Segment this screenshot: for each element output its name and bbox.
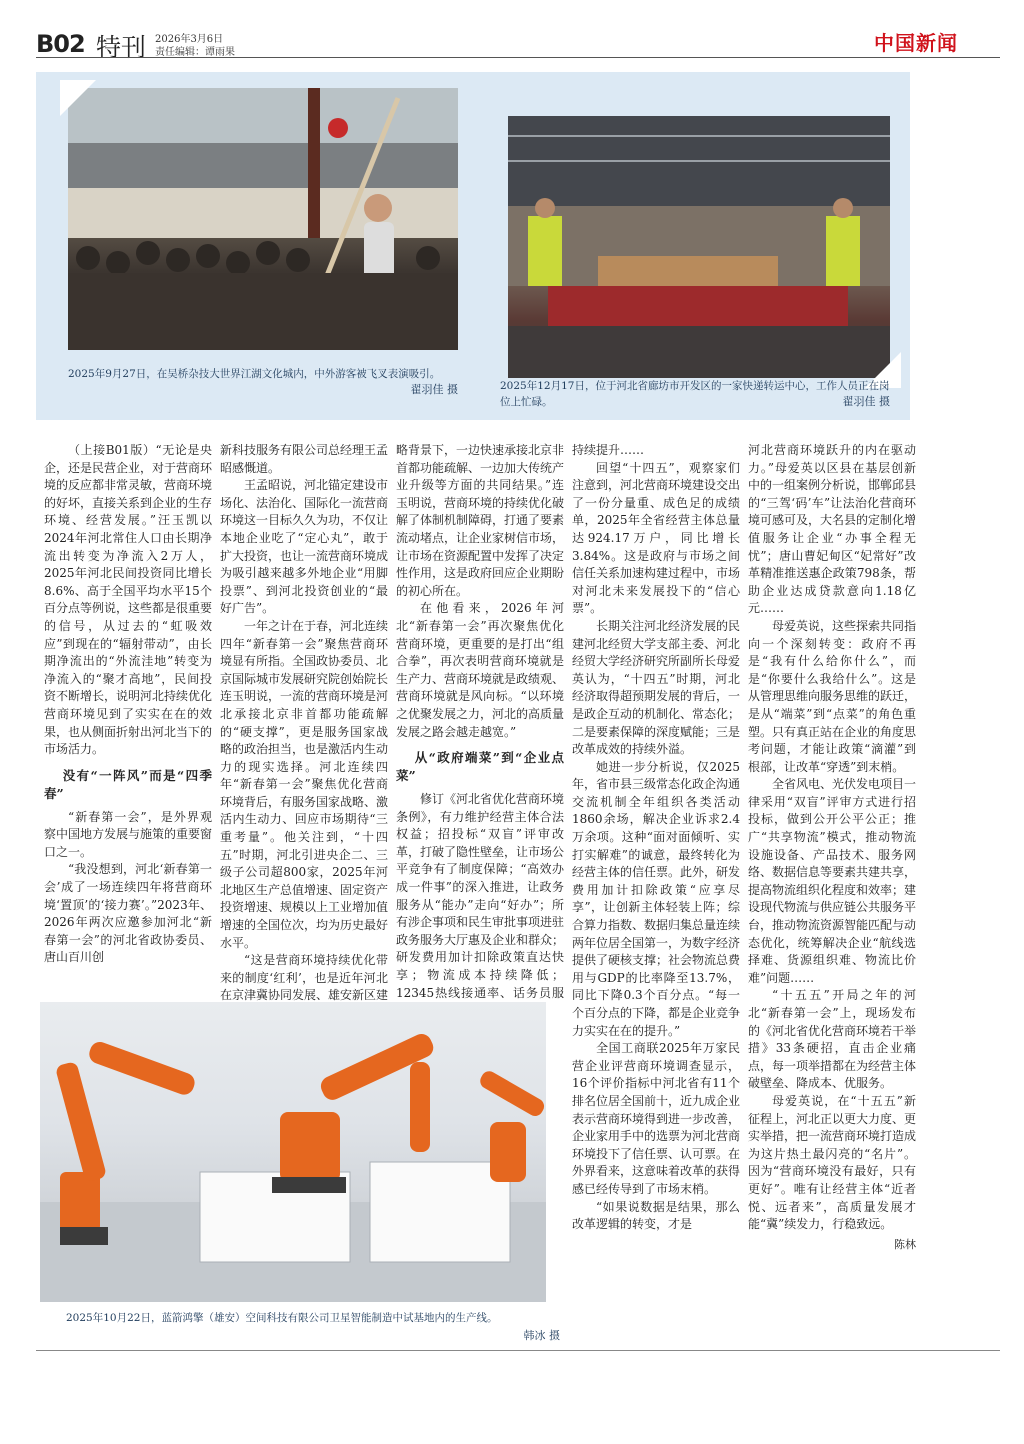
masthead-rule <box>36 57 1000 58</box>
paragraph: “我没想到，河北‘新春第一会’成了一场连续四年将营商环境‘置顶’的‘接力赛’。”2023年、2026年两次应邀参加河北“新春第一会”的河北省政协委员、唐山百川创 <box>44 862 212 965</box>
paragraph: 她进一步分析说，仅2025年，省市县三级常态化政企沟通交流机制全年组织各类活动1860余场，解决企业诉求2.4万余项。这种“面对面倾听、实打实解难”的诚意，最终转化为经营主体的信任票。此外，研发费用加计扣除政策“应享尽享”，让创新主体轻装上阵；综合算力指数、数据归集总量连续两年位居全国第一，为数字经济提供了硬核支撑；社会物流总费用与GDP的比率降至13.7%，同比下降0.3个百分点。“每一个百分点的下降，都是企业竞争力实实在在的提升。” <box>572 759 741 1038</box>
paragraph: 长期关注河北经济发展的民建河北经贸大学支部主委、河北经贸大学经济研究所副所长母爱英认为，“十四五”时期，河北经济取得超预期发展的背后，一是政企互动的机制化、常态化；二是要素保障的深度赋能；三是改革成效的持续外溢。 <box>572 618 741 757</box>
logistics-illustration <box>508 116 890 378</box>
column-1 <box>44 442 212 967</box>
footer-rule <box>36 1350 1000 1351</box>
paragraph: 母爱英说，这些探索共同指向一个深刻转变：政府不再是“我有什么给你什么”，而是“你要什么我给什么”。这是从管理思维向服务思维的跃迁，是从“端菜”到“点菜”的角色重塑。只有真正站在企业的角度思考问题，才能让政策“滴灌”到根部，让改革“穿透”到末梢。 <box>748 618 917 774</box>
paragraph: “十五五”开局之年的河北“新春第一会”上，现场发布的《河北省优化营商环境若干举措》33条硬招，直击企业痛点，每一项举措都在为经营主体破壁垒、降成本、优服务。 <box>748 988 917 1091</box>
newspaper-logo: 中国新闻 <box>874 31 958 55</box>
paragraph: 全省风电、光伏发电项目一律采用“双盲”评审方式进行招投标，做到公开公平公正；推广“共享物流”模式，推动物流设施设备、产品技术、服务网络、数据信息等要素共建共享，提高物流组织化程度和效率；建设现代物流与供应链公共服务平台，推动物流资源智能匹配与动态优化，统筹解决企业“航线选择难、货源组织难、物流比价难”问题…… <box>748 777 917 985</box>
paragraph: 回望“十四五”，观察家们注意到，河北营商环境建设交出了一份分量重、成色足的成绩单，2025年全省经营主体总量达924.17万户，同比增长3.84%。这是政府与市场之间信任关系加速构建过程中，市场对河北未来发展投下的“信心票”。 <box>572 460 741 616</box>
robot-line-illustration <box>40 1002 546 1302</box>
acrobatics-illustration <box>68 88 458 350</box>
photo-logistics <box>508 116 890 378</box>
paragraph: “如果说数据是结果，那么改革逻辑的转变，才是 <box>572 1199 740 1232</box>
photo1-credit: 翟羽佳 摄 <box>410 383 458 396</box>
paragraph: “新春第一会”，是外界观察中国地方发展与施策的重要窗口之一。 <box>44 809 213 859</box>
paragraph: 母爱英说，在“十五五”新征程上，河北正以更大力度、更实举措，把一流营商环境打造成为这片热土最闪亮的“名片”。因为“营商环境没有最好，只有更好”。唯有让经营主体“近者悦、远者来”，高质量发展才能“冀”续发力，行稳致远。 <box>748 1093 917 1232</box>
column-5 <box>748 442 916 1253</box>
paragraph: “这是营商环境持续优化带来的制度‘红利’，也是近年河北在京津冀协同发展、雄安新区建 <box>220 953 389 1003</box>
paragraph: 略背景下，一边快速承接北京非首都功能疏解、一边加大传统产业升级等方面的共同结果。”连玉明说，营商环境的持续优化破解了体制机制障碍，打通了要素流动堵点，让企业家树信市场，让市场在资源配置中发挥了决定性作用，这是政府回应企业期盼的初心所在。 <box>396 443 565 598</box>
paragraph: 在他看来，2026年河北“新春第一会”再次聚焦优化营商环境，更重要的是打出“组合拳”，再次表明营商环境就是生产力、营商环境就是政绩观、营商环境就是风向标。“以环境之优聚发展之力，河北的高质量发展之路会越走越宽。” <box>396 601 565 739</box>
photo-acrobatics <box>68 88 458 350</box>
issue-date: 2026年3月6日 <box>155 34 224 45</box>
photo3-caption <box>66 1310 566 1344</box>
photo3-credit: 韩冰 摄 <box>523 1329 560 1342</box>
paragraph: 新科技服务有限公司总经理王孟昭感慨道。 <box>220 443 389 475</box>
subheading-1: 没有“一阵风”而是“四季春” <box>44 767 212 801</box>
paragraph: （上接B01版）“无论是央企，还是民营企业，对于营商环境的反应都非常灵敏，营商环境的好坏，直接关系到企业的生存环境、经营发展。”汪玉凯以2024年河北常住人口由长期净流出转变为净流入2万人，2025年河北民间投资同比增长8.6%、高于全国平均水平15个百分点等例说，这些都是很重要的信号，从过去的“虹吸效应”到现在的“辐射带动”，由长期净流出的“外流洼地”转变为净流入的“聚才高地”，民间投资不断增长，说明河北持续优化营商环境见到了实实在在的效果，也从侧面折射出河北当下的市场活力。 <box>44 443 213 757</box>
responsible-editor: 责任编辑：谭雨果 <box>155 47 235 58</box>
paragraph: 持续提升…… <box>572 443 645 457</box>
paragraph: 全国工商联2025年万家民营企业评营商环境调查显示，16个评价指标中河北省有11个排名位居全国前十，近九成企业表示营商环境得到进一步改善，企业家用手中的选票为河北营商环境投下了信任票、认可票。在外界看来，这意味着改革的获得感已经传导到了市场末梢。 <box>572 1041 741 1196</box>
paragraph: 修订《河北省优化营商环境条例》，有力维护经营主体合法权益；招投标“双盲”评审改革，打破了隐性壁垒，让市场公平竞争有了制度保障；“高效办成一件事”的深入推进，让政务服务从“能办”走向“好办”；所有涉企事项和民生审批事项进驻政务服务大厅惠及企业和群众；研发费用加计扣除政策直达快享；物流成本持续降低；12345热线接通率、话务员服 <box>396 792 565 1000</box>
photo1-caption-text: 2025年9月27日，在吴桥杂技大世界江湖文化城内，中外游客被飞叉表演吸引。 <box>68 368 441 380</box>
photo1-caption <box>68 366 458 398</box>
paragraph: 河北营商环境跃升的内在驱动力。”母爱英以区县在基层创新中的一组案例分析说，邯郸邱县的“三驾‘码’车”让法治化营商环境可感可及，大名县的定制化增值服务让企业“办事全程无忧”；唐山曹妃甸区“妃常好”改革精准推送惠企政策798条，帮助企业达成贷款意向1.18亿元…… <box>748 443 917 616</box>
column-4 <box>572 442 740 1234</box>
photo2-credit: 翟羽佳 摄 <box>842 395 890 408</box>
subheading-2: 从“政府端菜”到“企业点菜” <box>396 750 564 784</box>
photo-robot-line <box>40 1002 546 1302</box>
photo2-caption-text: 2025年12月17日，位于河北省廊坊市开发区的一家快递转运中心，工作人员正在岗位上忙碌。 <box>500 380 890 408</box>
section-title: 特刊 <box>96 33 147 62</box>
paragraph: 一年之计在于春，河北连续四年“新春第一会”聚焦营商环境显有所指。全国政协委员、北京国际城市发展研究院创始院长连玉明说，一流的营商环境是河北承接北京非首都功能疏解的“硬支撑”，更是服务国家战略的政治担当，也是激活内生动力的现实选择。河北连续四年“新春第一会”聚焦优化营商环境背后，有服务国家战略、激活内生动力、回应市场期待“三重考量”。他关注到，“十四五”时期，河北引进央企二、三级子公司超800家，2025年河北地区生产总值增速、固定资产投资增速、规模以上工业增加值增速的全国位次，均为历史最好水平。 <box>220 618 389 950</box>
column-2 <box>220 442 388 1023</box>
column-3 <box>396 442 564 1020</box>
paragraph: 王孟昭说，河北锚定建设市场化、法治化、国际化一流营商环境这一目标久久为功，不仅让本地企业吃了“定心丸”，敢于扩大投资，也让一流营商环境成为吸引越来越多外地企业“用脚投票”、到河北投资创业的“最好广告”。 <box>220 478 389 616</box>
photo2-caption <box>500 378 890 410</box>
page-number: B02 <box>36 30 85 58</box>
author-byline: 陈林 <box>894 1237 916 1251</box>
photo3-caption-text: 2025年10月22日，蓝箭鸿擎（雄安）空间科技有限公司卫星智能制造中试基地内的生产线。 <box>66 1312 498 1324</box>
